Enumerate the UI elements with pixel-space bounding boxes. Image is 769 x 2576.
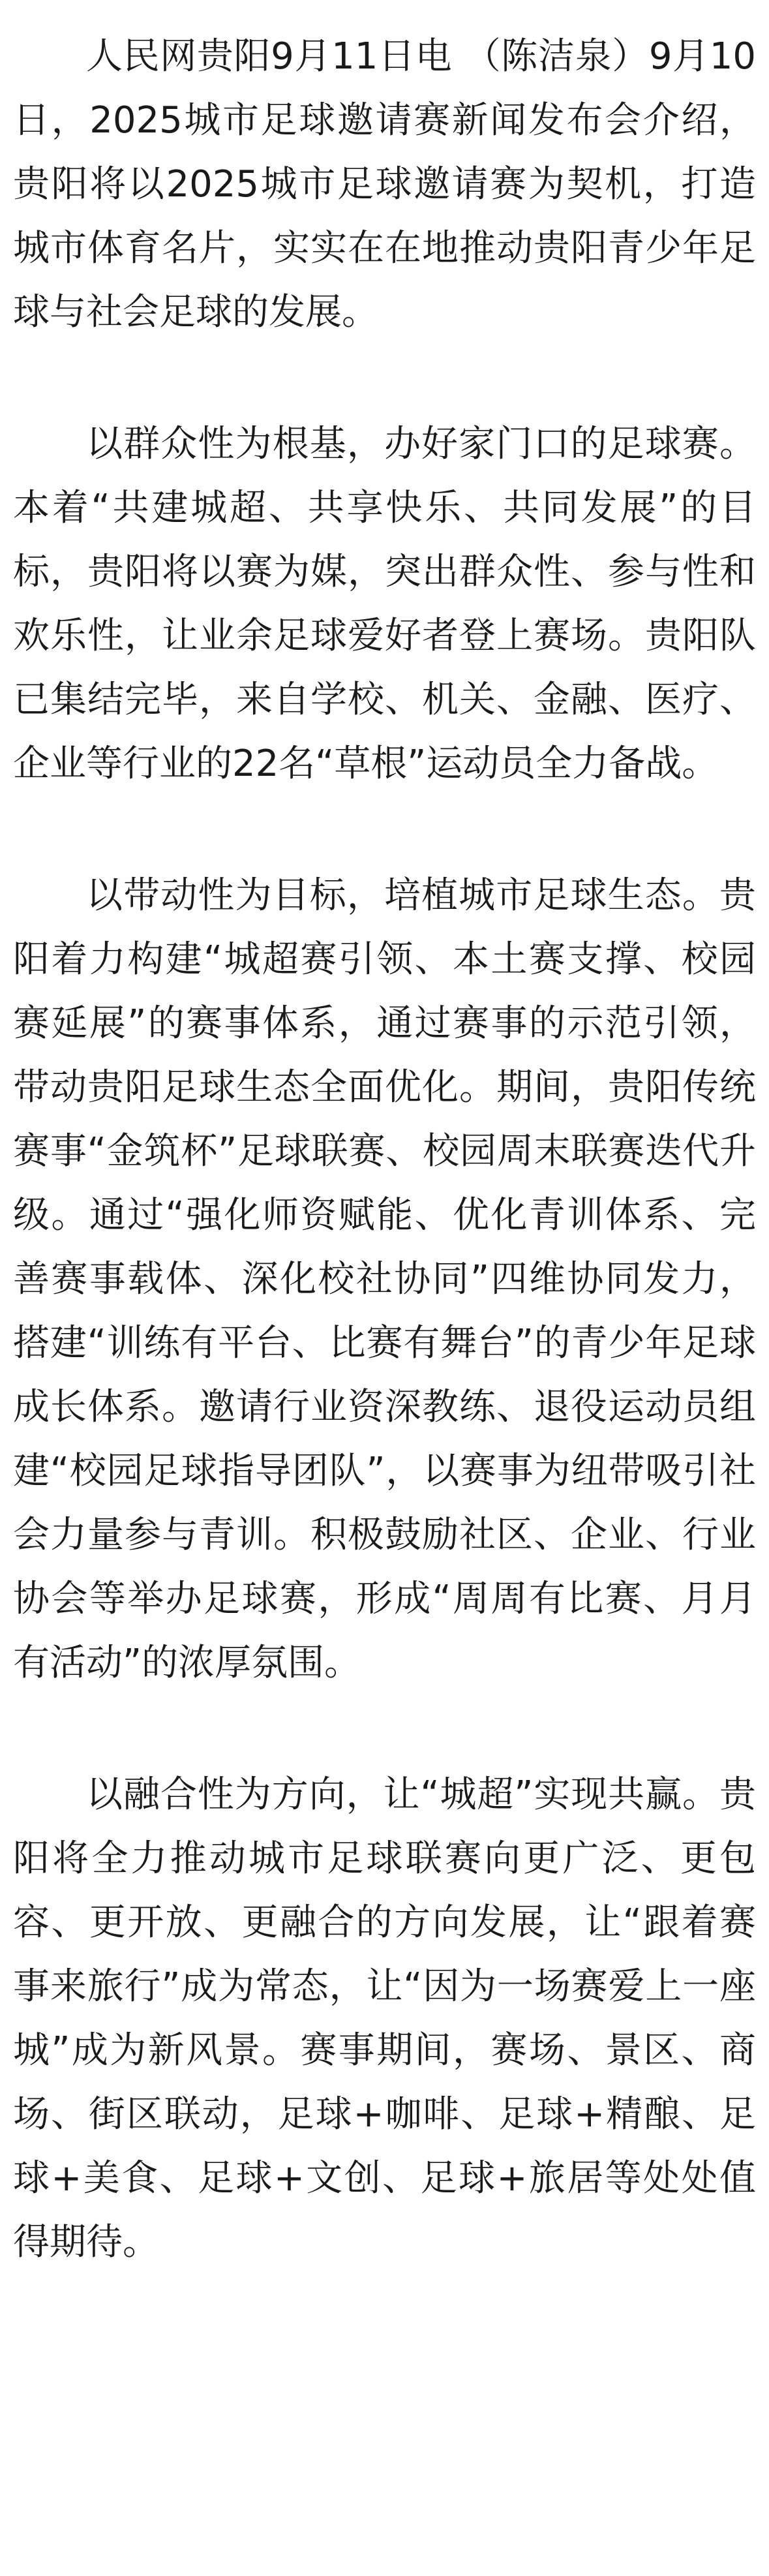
article-paragraph-2: 以群众性为根基，办好家门口的足球赛。本着“共建城超、共享快乐、共同发展”的目标，贵阳将以赛为媒，突出群众性、参与性和欢乐性，让业余足球爱好者登上赛场。贵阳队已集结完毕，来自学校、机关、金融、医疗、企业等行业的22名“草根”运动员全力备战。 <box>13 423 756 785</box>
article-paragraph-4: 以融合性为方向，让“城超”实现共赢。贵阳将全力推动城市足球联赛向更广泛、更包容、更开放、更融合的方向发展，让“跟着赛事来旅行”成为常态，让“因为一场赛爱上一座城”成为新风景。赛事期间，赛场、景区、商场、街区联动，足球+咖啡、足球+精酿、足球+美食、足球+文创、足球+旅居等处处值得期待。 <box>13 1773 756 2263</box>
article-paragraph-1: 人民网贵阳9月11日电 （陈洁泉）9月10日，2025城市足球邀请赛新闻发布会介绍，贵阳将以2025城市足球邀请赛为契机，打造城市体育名片，实实在在地推动贵阳青少年足球与社会足球的发展。 <box>13 35 756 333</box>
article-paragraph-3: 以带动性为目标，培植城市足球生态。贵阳着力构建“城超赛引领、本土赛支撑、校园赛延展”的赛事体系，通过赛事的示范引领，带动贵阳足球生态全面优化。期间，贵阳传统赛事“金筑杯”足球联赛、校园周末联赛迭代升级。通过“强化师资赋能、优化青训体系、完善赛事载体、深化校社协同”四维协同发力，搭建“训练有平台、比赛有舞台”的青少年足球成长体系。邀请行业资深教练、退役运动员组建“校园足球指导团队”，以赛事为纽带吸引社会力量参与青训。积极鼓励社区、企业、行业协会等举办足球赛，形成“周周有比赛、月月有活动”的浓厚氛围。 <box>13 874 756 1684</box>
